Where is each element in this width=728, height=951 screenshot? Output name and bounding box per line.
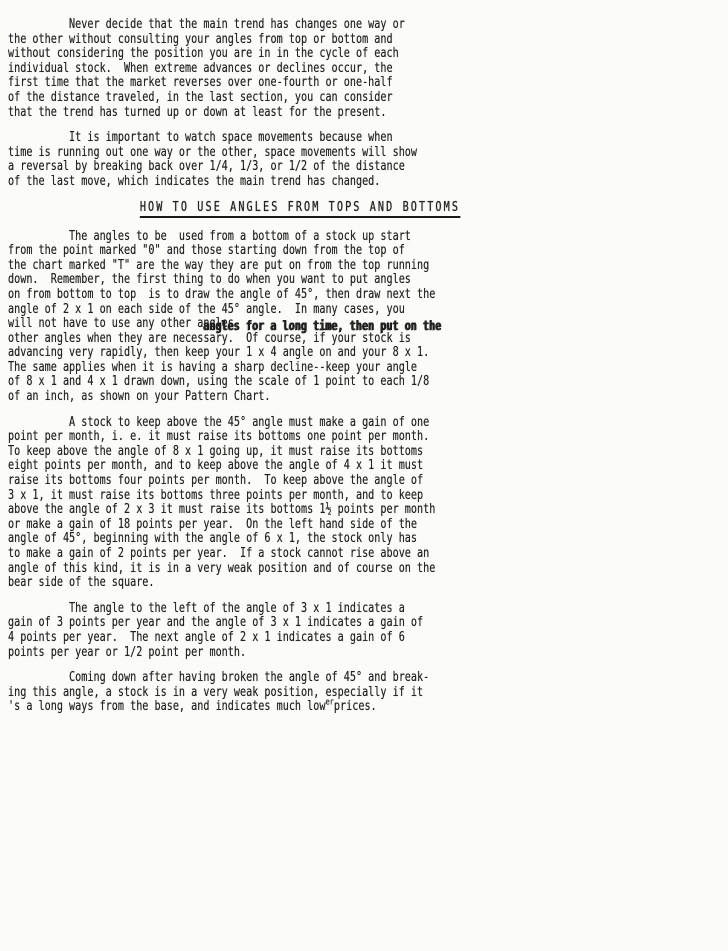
text-line: without considering the position you are in in the cycle of each: [8, 46, 399, 62]
paragraph: [8, 18, 710, 120]
line-text: 's a long ways from the base, and indicates much low: [8, 699, 326, 715]
text-line: It is important to watch space movements because when: [8, 130, 393, 146]
overstrike-base-text: will not have to use any other angles: [8, 316, 234, 332]
text-line: the other without consulting your angles from top or bottom and: [8, 31, 393, 47]
typewritten-text-column: [8, 18, 710, 726]
text-line: Never decide that the main trend has changes one way or: [8, 17, 405, 32]
text-line: of an inch, as shown on your Pattern Chart.: [8, 389, 271, 405]
text-line: To keep above the angle of 8 x 1 going up, it must raise its bottoms: [8, 443, 424, 459]
text-line: of the last move, which indicates the main trend has changed.: [8, 173, 381, 189]
paragraph: [8, 230, 710, 405]
paragraph: [8, 671, 710, 715]
text-line: bear side of the square.: [8, 575, 155, 591]
text-line: above the angle of 2 x 3 it must raise its bottoms 1½ points per month: [8, 502, 436, 518]
text-line: advancing very rapidly, then keep your 1 x 4 angle on and your 8 x 1.: [8, 345, 430, 361]
text-line: points per year or 1/2 point per month.: [8, 644, 247, 660]
text-line: gain of 3 points per year and the angle of 3 x 1 indicates a gain of: [8, 615, 424, 631]
text-line: [8, 316, 710, 335]
text-line: angle of 2 x 1 on each side of the 45° angle. In many cases, you: [8, 301, 405, 317]
text-line: 4 points per year. The next angle of 2 x 1 indicates a gain of 6: [8, 629, 405, 645]
text-line: [8, 700, 710, 715]
text-line: of the distance traveled, in the last section, you can consider: [8, 89, 393, 105]
text-line: angle of 45°, beginning with the angle of 6 x 1, the stock only has: [8, 531, 418, 547]
text-line: a reversal by breaking back over 1/4, 1/3, or 1/2 of the distance: [8, 159, 405, 175]
text-line: that the trend has turned up or down at least for the present.: [8, 104, 387, 120]
text-line: down. Remember, the first thing to do when you want to put angles: [8, 272, 411, 288]
text-line: of 8 x 1 and 4 x 1 drawn down, using the scale of 1 point to each 1/8: [8, 374, 430, 390]
text-line: or make a gain of 18 points per year. On the left hand side of the: [8, 516, 418, 532]
text-line: angle of this kind, it is in a very weak position and of course on the: [8, 560, 436, 576]
text-line: 3 x 1, it must raise its bottoms three points per month, and to keep: [8, 487, 424, 503]
text-line: the chart marked "T" are the way they are put on from the top running: [8, 257, 430, 273]
text-line: eight points per month, and to keep above the angle of 4 x 1 it must: [8, 458, 424, 474]
line-text: prices.: [333, 699, 377, 715]
paragraph: [8, 602, 710, 660]
superscript-text: er: [325, 698, 334, 709]
text-line: on from bottom to top is to draw the angle of 45°, then draw next the: [8, 286, 436, 302]
text-line: The same applies when it is having a sharp decline--keep your angle: [8, 359, 418, 375]
overstrike-overlay-text: angles for a long time, then put on the: [203, 319, 442, 335]
text-line: other angles when they are necessary. Of course, if your stock is: [8, 330, 411, 346]
text-line: time is running out one way or the other, space movements will show: [8, 144, 418, 160]
paragraph: [8, 416, 710, 591]
text-line: point per month, i. e. it must raise its bottoms one point per month.: [8, 429, 430, 445]
section-heading: HOW TO USE ANGLES FROM TOPS AND BOTTOMS: [140, 201, 460, 219]
text-line: to make a gain of 2 points per year. If a stock cannot rise above an: [8, 546, 430, 561]
text-line: individual stock. When extreme advances or declines occur, the: [8, 60, 393, 76]
text-line: A stock to keep above the 45° angle must make a gain of one: [8, 414, 430, 430]
paragraph: [8, 131, 710, 189]
text-line: raise its bottoms four points per month. To keep above the angle of: [8, 473, 424, 489]
text-line: first time that the market reverses over one-fourth or one-half: [8, 75, 393, 91]
text-line: ing this angle, a stock is in a very weak position, especially if it: [8, 684, 424, 700]
text-line: The angles to be used from a bottom of a stock up start: [8, 228, 411, 244]
text-line: Coming down after having broken the angle of 45° and break-: [8, 670, 430, 686]
section-heading-row: [8, 201, 710, 219]
text-line: The angle to the left of the angle of 3 x 1 indicates a: [8, 600, 405, 616]
text-line: from the point marked "0" and those starting down from the top of: [8, 243, 405, 259]
